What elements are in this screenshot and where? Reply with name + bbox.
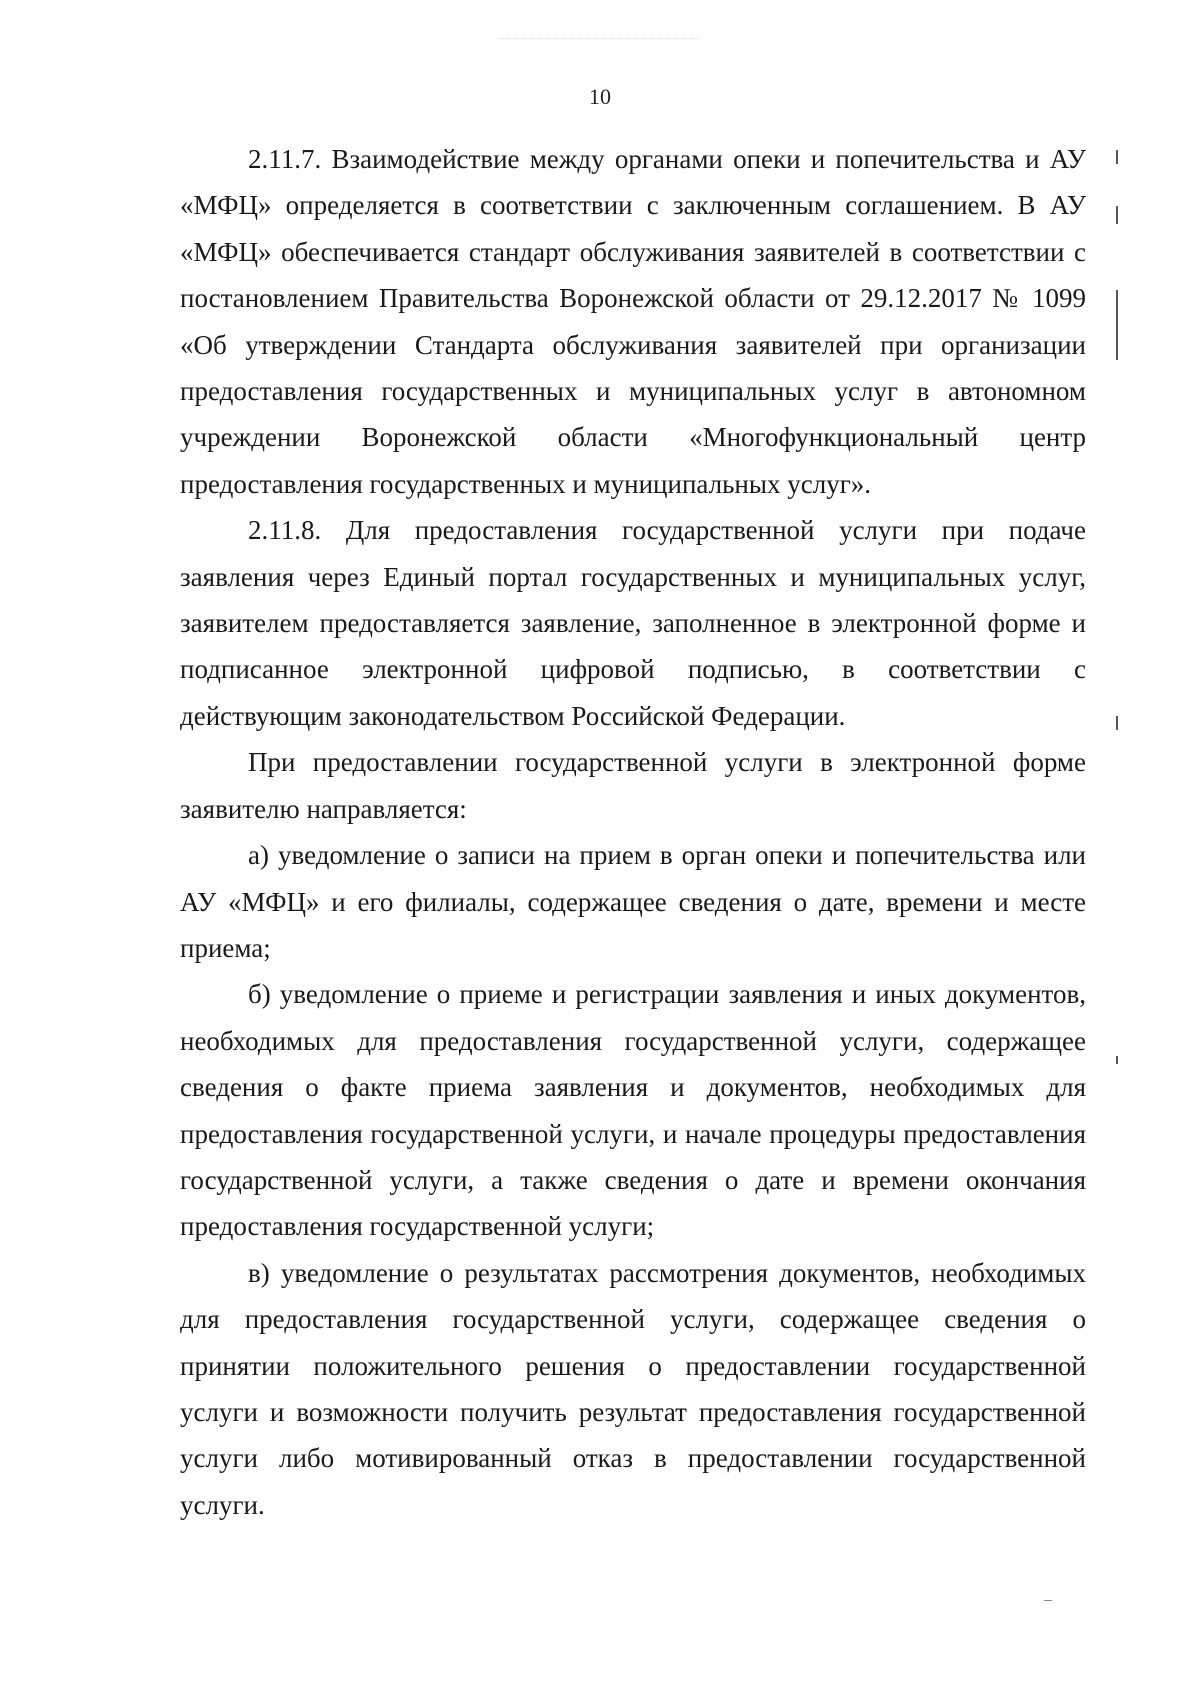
margin-mark — [1116, 150, 1118, 164]
margin-mark — [1116, 1056, 1118, 1064]
page-number: 10 — [589, 84, 611, 109]
list-item-v: в) уведомление о результатах рассмотрения документов, необходимых для предоставления государственной услуги, содержащее сведения о принятии положительного решения о предоставлении государственной услуги и возможности получить результат предоставления государственной услуги либо мотивированный отказ в предоставлении государственной услуги. — [180, 1257, 1086, 1520]
list-item-b: б) уведомление о приеме и регистрации заявления и иных документов, необходимых для предоставления государственной услуги, содержащее сведения о факте приема заявления и документов, необходимых для предоставления государственной услуги, и начале процедуры предоставления государственной услуги, а также сведения о дате и времени окончания предоставления государственной услуги; — [180, 979, 1086, 1242]
margin-mark — [1116, 716, 1118, 730]
margin-mark — [1116, 206, 1118, 224]
margin-mark — [1116, 290, 1118, 360]
paragraph-electronic-intro: При предоставлении государственной услуги в электронной форме заявителю направляется: — [180, 747, 1086, 824]
list-item-a: а) уведомление о записи на прием в орган опеки и попечительства или АУ «МФЦ» и его филиалы, содержащее сведения о дате, времени и месте приема; — [180, 840, 1086, 963]
scan-artifact — [500, 38, 700, 41]
paragraph-2-11-7: 2.11.7. Взаимодействие между органами опеки и попечительства и АУ «МФЦ» определяется в соответствии с заключенным соглашением. В АУ «МФЦ» обеспечивается стандарт обслуживания заявителей в соответствии с постановлением Правительства Воронежской области от 29.12.2017 № 1099 «Об утверждении Стандарта обслуживания заявителей при организации предоставления государственных и муниципальных услуг в автономном учреждении Воронежской области «Многофункциональный центр предоставления государственных и муниципальных услуг». — [180, 144, 1086, 499]
document-body — [180, 136, 1086, 1528]
paragraph-2-11-8: 2.11.8. Для предоставления государственной услуги при подаче заявления через Единый портал государственных и муниципальных услуг, заявителем предоставляется заявление, заполненное в электронной форме и подписанное электронной цифровой подписью, в соответствии с действующим законодательством Российской Федерации. — [180, 515, 1086, 731]
scan-artifact — [1044, 1600, 1052, 1601]
